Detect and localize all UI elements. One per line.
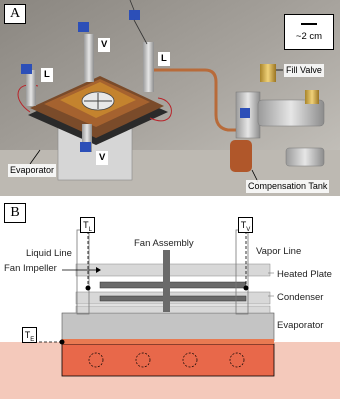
fill-valve-fitting — [305, 90, 319, 104]
t-evaporator-sub: E — [30, 336, 35, 343]
thermocouple-plug — [21, 64, 32, 74]
fitting-top-left — [26, 70, 36, 106]
label-l-top-left: L — [41, 68, 53, 82]
fitting-right — [143, 42, 154, 92]
thermocouple-plug — [80, 142, 91, 152]
fan-assembly-shaft — [163, 250, 170, 312]
heater-block — [62, 344, 274, 376]
t-evaporator-main: T — [24, 330, 31, 340]
label-fan-impeller: Fan Impeller — [4, 263, 57, 274]
label-liquid-line: Liquid Line — [26, 248, 72, 259]
panel-a-letter: A — [4, 4, 26, 24]
scale-bar-box — [284, 14, 334, 50]
t-evaporator-label — [22, 327, 37, 343]
condenser-impeller-bar — [100, 296, 246, 301]
pressure-sensor — [286, 148, 324, 166]
label-v-bottom: V — [96, 151, 108, 165]
label-evaporator-photo: Evaporator — [10, 165, 55, 175]
compensation-tank-body — [230, 140, 252, 172]
label-heated-plate: Heated Plate — [277, 269, 332, 280]
liquid-probe-tip — [86, 286, 91, 291]
scale-bar-label: ~2 cm — [295, 31, 323, 42]
heated-plate-layer — [76, 264, 270, 276]
t-vapor-sub: V — [246, 226, 251, 233]
label-vapor-line: Vapor Line — [256, 246, 302, 257]
thermocouple-plug — [129, 10, 140, 20]
fill-valve-fitting — [260, 64, 276, 82]
label-fan-assembly: Fan Assembly — [134, 238, 194, 249]
vapor-probe-tip — [244, 286, 249, 291]
thermocouple-plug — [78, 22, 89, 32]
t-liquid-main: T — [83, 220, 89, 230]
panel-b-letter: B — [4, 203, 26, 223]
scale-bar — [301, 23, 317, 25]
label-v-top: V — [98, 38, 110, 52]
fitting-top — [84, 34, 94, 82]
te-probe-tip — [60, 340, 65, 345]
thermocouple-plug — [240, 108, 250, 118]
label-condenser: Condenser — [277, 292, 324, 303]
fan-impeller-bar — [100, 282, 246, 288]
evaporator-orange-strip — [62, 339, 274, 344]
t-liquid-sub: L — [88, 226, 92, 233]
t-liquid-label — [80, 217, 95, 233]
label-fill-valve: Fill Valve — [286, 65, 322, 75]
t-vapor-label — [238, 217, 253, 233]
label-compensation-tank: Compensation Tank — [248, 181, 328, 191]
t-vapor-main: T — [240, 220, 247, 230]
stack-base — [76, 306, 270, 313]
evaporator-block — [62, 313, 274, 341]
label-l-right: L — [158, 52, 170, 66]
label-evaporator-diagram: Evaporator — [277, 320, 324, 331]
